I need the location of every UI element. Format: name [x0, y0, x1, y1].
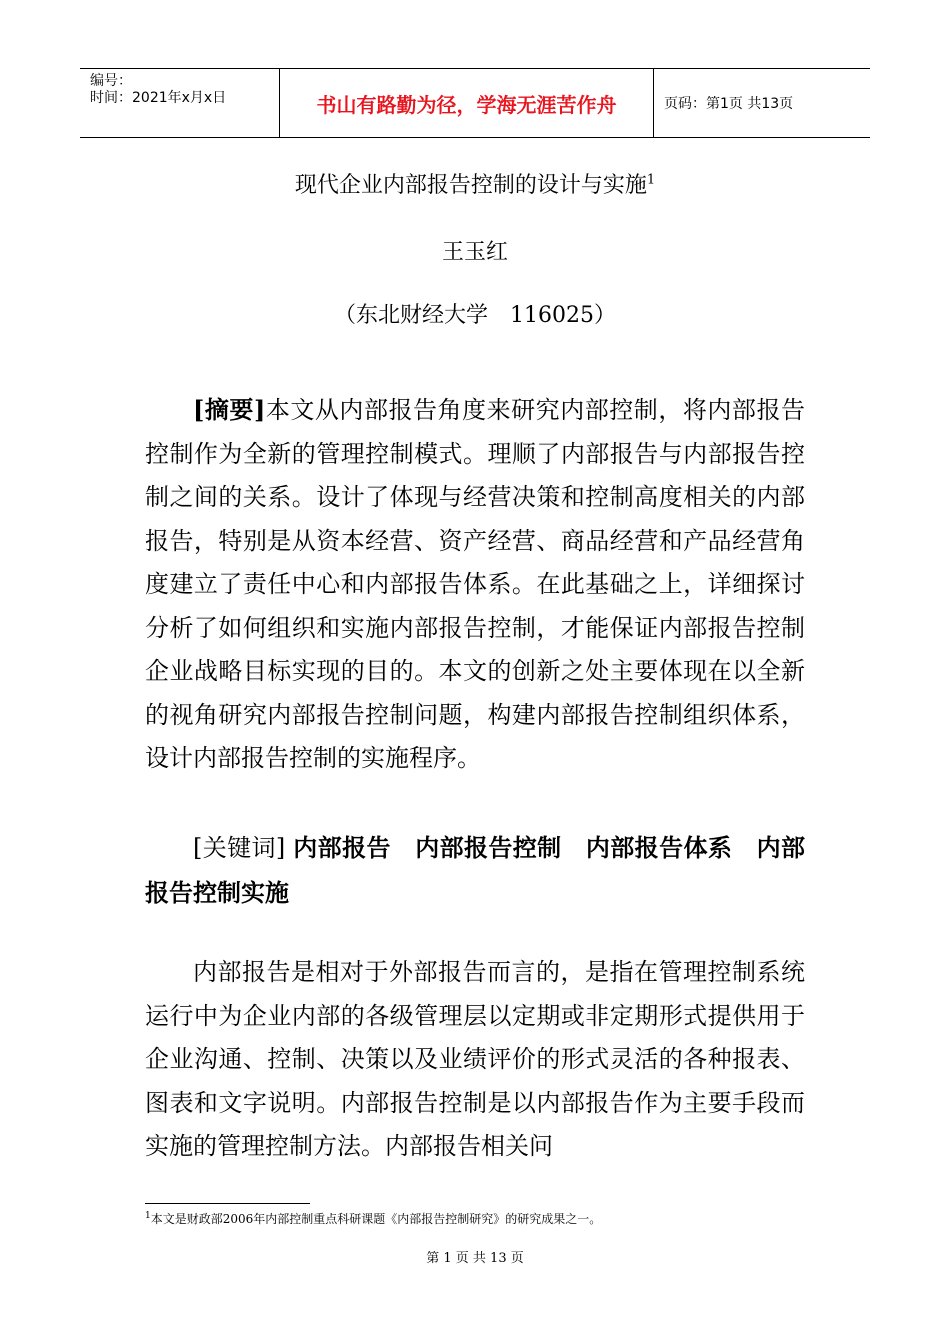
footnote [145, 1210, 601, 1227]
document-header [80, 68, 870, 138]
keywords-paragraph [145, 826, 805, 915]
number-label: 编号： [90, 73, 132, 89]
abstract-paragraph [145, 388, 805, 781]
author: 王玉红 [441, 240, 508, 265]
title-text: 现代企业内部报告控制的设计与实施 [294, 173, 647, 198]
header-meta [80, 69, 280, 137]
body-paragraph: 内部报告是相对于外部报告而言的，是指在管理控制系统运行中为企业内部的各级管理层以定期或非定期形式提供用于企业沟通、控制、决策以及业绩评价的形式灵活的各种报表、图表和文字说明。内部报告控制是以内部报告作为主要手段而实施的管理控制方法。内部报告相关问 [145, 958, 805, 1160]
affiliation: （东北财经大学 116025） [334, 303, 616, 328]
title-footnote-mark: 1 [646, 172, 656, 188]
document-title [0, 168, 950, 199]
time-label: 时间：2021年x月x日 [90, 90, 227, 106]
keywords-label: [关键词] [193, 834, 286, 862]
abstract-text: 本文从内部报告角度来研究内部控制，将内部报告控制作为全新的管理控制模式。理顺了内部报告与内部报告控制之间的关系。设计了体现与经营决策和控制高度相关的内部报告，特别是从资本经营、资产经营、商品经营和产品经营角度建立了责任中心和内部报告体系。在此基础之上，详细探讨分析了如何组织和实施内部报告控制，才能保证内部报告控制企业战略目标实现的目的。本文的创新之处主要体现在以全新的视角研究内部报告控制问题，构建内部报告控制组织体系，设计内部报告控制的实施程序。 [145, 396, 805, 772]
abstract-label: [摘要] [193, 395, 266, 424]
header-page-info: 页码：第1页 共13页 [664, 96, 794, 112]
footnote-text: 本文是财政部2006年内部控制重点科研课题《内部报告控制研究》的研究成果之一。 [150, 1212, 602, 1226]
keywords-text: 内部报告 内部报告控制 内部报告体系 内部报告控制实施 [145, 833, 805, 907]
motto-text: 书山有路勤为径，学海无涯苦作舟 [316, 92, 617, 117]
footnote-mark: 1 [145, 1211, 151, 1221]
header-motto [280, 69, 654, 137]
footnote-rule [145, 1203, 310, 1204]
page-footer: 第 1 页 共 13 页 [426, 1251, 524, 1266]
